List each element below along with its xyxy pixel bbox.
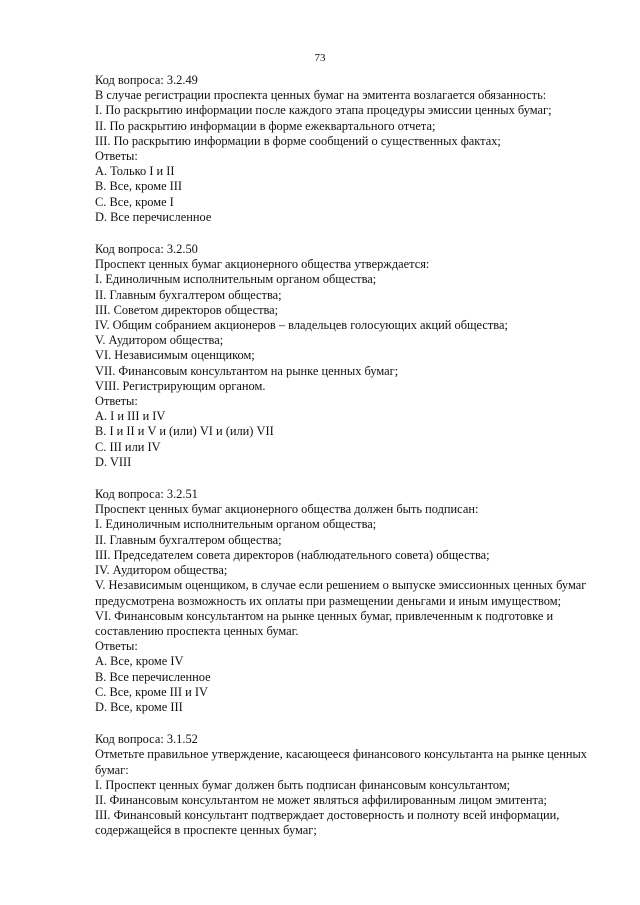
statement-item: III. Председателем совета директоров (наблюдательного совета) общества;	[95, 547, 490, 562]
question-code: Код вопроса: 3.2.50	[95, 242, 198, 257]
answer-option: A. Все, кроме IV	[95, 654, 184, 669]
answer-option: D. Все перечисленное	[95, 209, 212, 224]
question-text-line: бумаг:	[95, 762, 129, 777]
statement-item: V. Независимым оценщиком, в случае если решением о выпуске эмиссионных ценных бумаг	[95, 578, 587, 593]
question-block	[95, 487, 595, 715]
question-code: Код вопроса: 3.1.52	[95, 732, 198, 747]
statement-item: I. Проспект ценных бумаг должен быть подписан финансовым консультантом;	[95, 777, 511, 792]
statement-item: VI. Независимым оценщиком;	[95, 348, 255, 363]
question-text-line: В случае регистрации проспекта ценных бумаг на эмитента возлагается обязанность:	[95, 88, 547, 103]
statement-item: VI. Финансовым консультантом на рынке ценных бумаг, привлеченным к подготовке и	[95, 608, 554, 623]
questions-content	[95, 73, 595, 856]
statement-item: V. Аудитором общества;	[95, 333, 224, 348]
question-text-line: составлению проспекта ценных бумаг.	[95, 623, 299, 638]
statement-item: III. Финансовый консультант подтверждает достоверность и полноту всей информации,	[95, 808, 560, 823]
statement-item: IV. Общим собранием акционеров – владельцев голосующих акций общества;	[95, 318, 508, 333]
answer-option: C. Все, кроме I	[95, 194, 174, 209]
question-text-line: предусмотрена возможность их оплаты при размещении деньгами и иным имуществом;	[95, 593, 562, 608]
question-block	[95, 732, 595, 838]
statement-item: II. По раскрытию информации в форме ежеквартального отчета;	[95, 118, 436, 133]
statement-item: III. По раскрытию информации в форме сообщений о существенных фактах;	[95, 133, 501, 148]
question-text-line: Проспект ценных бумаг акционерного общества должен быть подписан:	[95, 502, 479, 517]
answer-option: B. Все, кроме III	[95, 179, 183, 194]
question-code: Код вопроса: 3.2.49	[95, 73, 198, 87]
statement-item: II. Главным бухгалтером общества;	[95, 532, 282, 547]
question-block	[95, 73, 595, 225]
answer-option: B. I и II и V и (или) VI и (или) VII	[95, 424, 274, 439]
statement-item: I. Единоличным исполнительным органом общества;	[95, 272, 377, 287]
question-code: Код вопроса: 3.2.51	[95, 487, 198, 502]
statement-item: VIII. Регистрирующим органом.	[95, 378, 266, 393]
statement-item: II. Финансовым консультантом не может являться аффилированным лицом эмитента;	[95, 792, 547, 807]
question-text-line: Отметьте правильное утверждение, касающееся финансового консультанта на рынке ценных	[95, 747, 587, 762]
answer-option: D. VIII	[95, 454, 132, 469]
answers-label: Ответы:	[95, 149, 138, 164]
statement-item: VII. Финансовым консультантом на рынке ценных бумаг;	[95, 363, 399, 378]
statement-item: IV. Аудитором общества;	[95, 563, 228, 578]
answer-option: A. I и III и IV	[95, 409, 166, 424]
statement-item: III. Советом директоров общества;	[95, 302, 279, 317]
answer-option: B. Все перечисленное	[95, 669, 211, 684]
question-block	[95, 242, 595, 470]
answers-label: Ответы:	[95, 394, 138, 409]
answer-option: A. Только I и II	[95, 164, 175, 179]
question-text-line: Проспект ценных бумаг акционерного общества утверждается:	[95, 257, 430, 272]
answer-option: C. Все, кроме III и IV	[95, 684, 208, 699]
page-number: 73	[314, 52, 326, 64]
statement-item: I. По раскрытию информации после каждого этапа процедуры эмиссии ценных бумаг;	[95, 103, 552, 118]
answer-option: C. III или IV	[95, 439, 161, 454]
statement-item: I. Единоличным исполнительным органом общества;	[95, 517, 377, 532]
question-text-line: содержащейся в проспекте ценных бумаг;	[95, 823, 317, 838]
answer-option: D. Все, кроме III	[95, 699, 183, 714]
statement-item: II. Главным бухгалтером общества;	[95, 287, 282, 302]
answers-label: Ответы:	[95, 639, 138, 654]
